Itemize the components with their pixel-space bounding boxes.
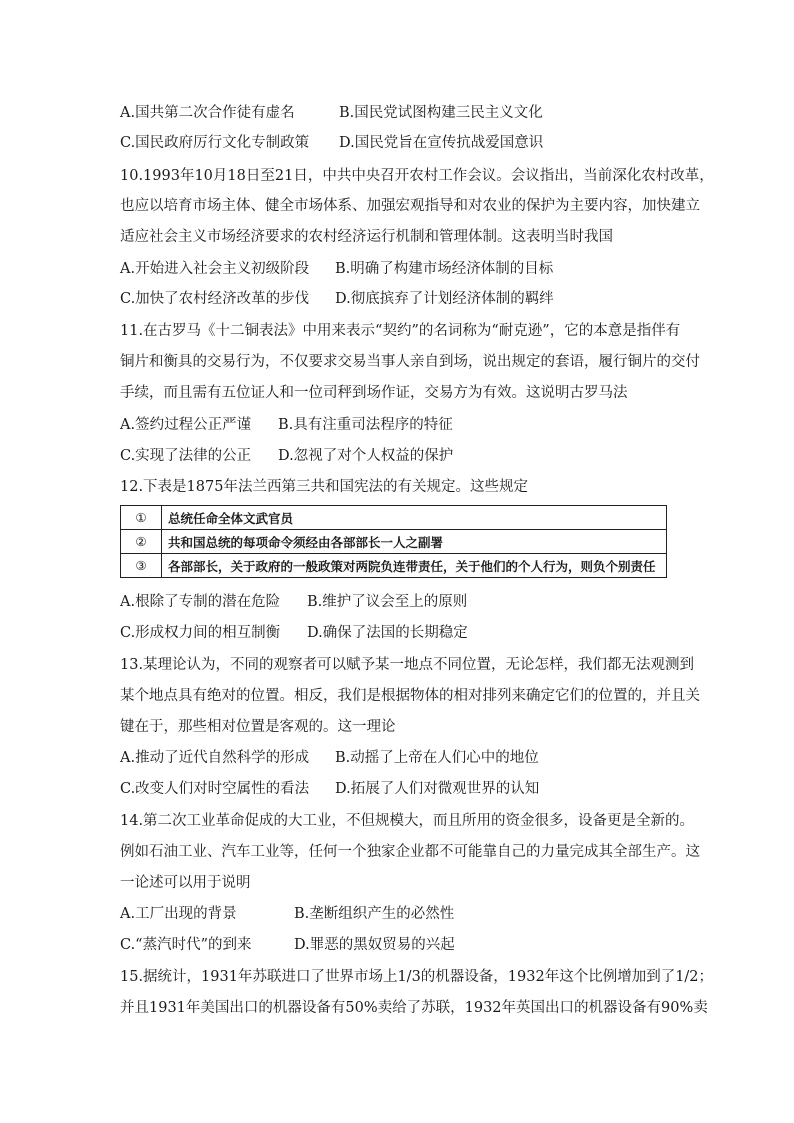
question-13-line: 某个地点具有绝对的位置。相反，我们是根据物体的相对排列来确定它们的位置的，并且关 [120,688,700,704]
q13-option-b: B.动摇了上帝在人们心中的地位 [335,750,539,766]
q10-option-c: C.加快了农村经济改革的步伐 [120,291,310,307]
question-11-line: 11.在古罗马《十二铜表法》中用来表示“契约”的名词称为“耐克逊”，它的本意是指伴有 [120,323,681,339]
q11-option-a: A.签约过程公正严谨 [120,417,252,433]
q10-option-d: D.彻底摈弃了计划经济体制的羁绊 [335,291,554,307]
row-text: 共和国总统的每项命令须经由各部部长一人之副署 [162,530,667,554]
question-13-line: 13.某理论认为，不同的观察者可以赋予某一地点不同位置，无论怎样，我们都无法观测到 [120,657,695,673]
q14-option-d: D.罪恶的黑奴贸易的兴起 [294,937,455,953]
question-10-line: 10.1993年10月18日至21日，中共中央召开农村工作会议。会议指出，当前深化农村改革， [120,168,714,184]
q14-option-b: B.垄断组织产生的必然性 [294,906,455,922]
question-10-line: 适应社会主义市场经济要求的农村经济运行机制和管理体制。这表明当时我国 [120,229,613,245]
option-a: A.国共第二次合作徒有虚名 [120,105,295,121]
q14-option-a: A.工厂出现的背景 [120,906,237,922]
row-number: ① [121,506,162,530]
question-14-line: 例如石油工业、汽车工业等，任何一个独家企业都不可能靠自己的力量完成其全部生产。这 [120,844,700,860]
question-10-line: 也应以培育市场主体、健全市场体系、加强宏观指导和对农业的保护为主要内容，加快建立 [120,198,700,214]
table-row [121,530,667,554]
row-text: 总统任命全体文武官员 [162,506,667,530]
q10-option-a: A.开始进入社会主义初级阶段 [120,261,310,277]
q13-option-a: A.推动了近代自然科学的形成 [120,750,310,766]
table-row [121,554,667,578]
question-13-line: 键在于，那些相对位置是客观的。这一理论 [120,719,396,735]
question-11-line: 铜片和衡具的交易行为，不仅要求交易当事人亲自到场，说出规定的套语，履行铜片的交付 [120,354,700,370]
option-b: B.国民党试图构建三民主义文化 [339,105,543,121]
constitution-table [120,505,667,578]
question-14-line: 一论述可以用于说明 [120,875,251,891]
q11-option-c: C.实现了法律的公正 [120,448,252,464]
q12-option-a: A.根除了专制的潜在危险 [120,594,281,610]
q13-option-c: C.改变人们对时空属性的看法 [120,781,310,797]
option-c: C.国民政府厉行文化专制政策 [120,135,310,151]
q11-option-d: D.忽视了对个人权益的保护 [278,448,454,464]
row-text: 各部部长，关于政府的一般政策对两院负连带责任，关于他们的个人行为，则负个别责任 [162,554,667,578]
question-12-line: 12.下表是1875年法兰西第三共和国宪法的有关规定。这些规定 [120,479,528,495]
q12-option-b: B.维护了议会至上的原则 [307,594,468,610]
table-row [121,506,667,530]
question-15-line: 15.据统计，1931年苏联进口了世界市场上1/3的机器设备，1932年这个比例增加到了1/2； [120,969,714,985]
row-number: ③ [121,554,162,578]
q12-option-d: D.确保了法国的长期稳定 [307,625,468,641]
option-d: D.国民党旨在宣传抗战爱国意识 [339,135,544,151]
row-number: ② [121,530,162,554]
q11-option-b: B.具有注重司法程序的特征 [278,417,453,433]
q14-option-c: C.“蒸汽时代”的到来 [120,937,252,953]
question-14-line: 14.第二次工业革命促成的大工业，不但规模大，而且所用的资金很多，设备更是全新的。 [120,813,695,829]
q13-option-d: D.拓展了人们对微观世界的认知 [335,781,540,797]
question-15-line: 并且1931年美国出口的机器设备有50%卖给了苏联，1932年英国出口的机器设备有90%卖 [120,1000,708,1016]
q10-option-b: B.明确了构建市场经济体制的目标 [335,261,554,277]
q12-option-c: C.形成权力间的相互制衡 [120,625,281,641]
question-11-line: 手续，而且需有五位证人和一位司秤到场作证，交易方为有效。这说明古罗马法 [120,385,628,401]
